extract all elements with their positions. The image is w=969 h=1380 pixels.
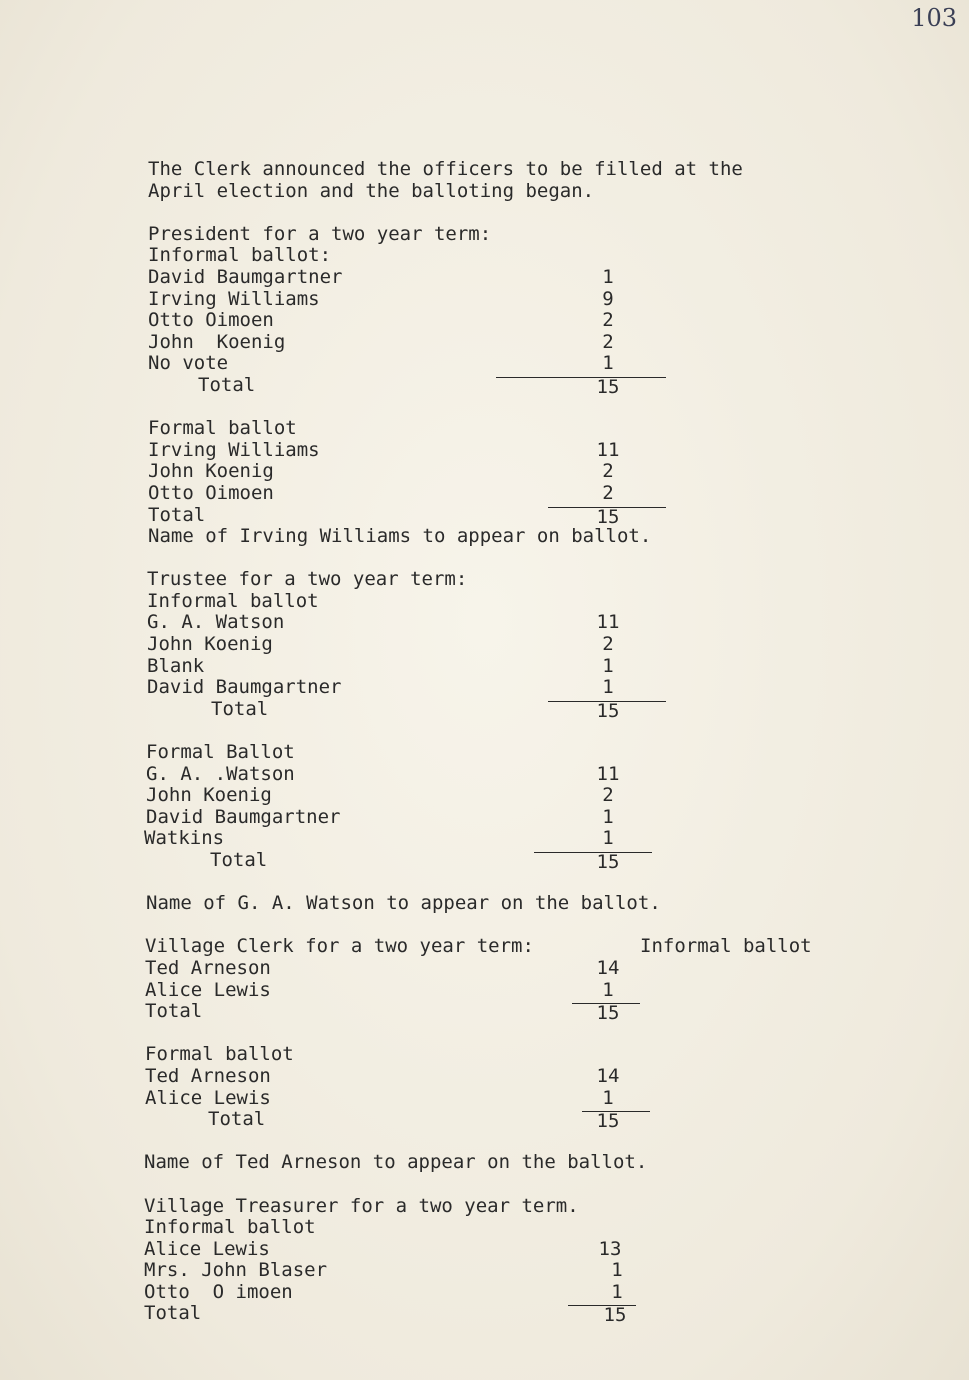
tally-row bbox=[0, 289, 969, 311]
tally-row bbox=[0, 656, 969, 678]
total-label: Total bbox=[144, 1302, 202, 1325]
tally-row bbox=[0, 1260, 969, 1282]
tally-row bbox=[0, 332, 969, 354]
total-row bbox=[0, 1303, 969, 1325]
tally-row bbox=[0, 828, 969, 850]
vote-count: 14 bbox=[596, 956, 620, 979]
ballot-label: Informal ballot bbox=[144, 1216, 316, 1239]
vote-count: 1 bbox=[602, 1086, 614, 1109]
vote-count: 14 bbox=[596, 1064, 620, 1087]
candidate-name: Alice Lewis bbox=[144, 1237, 270, 1260]
sum-rule bbox=[496, 377, 666, 378]
ballot-label: Formal ballot bbox=[148, 417, 297, 440]
vote-count: 2 bbox=[602, 330, 614, 353]
candidate-name: Alice Lewis bbox=[145, 978, 271, 1001]
ballot-label: Informal ballot: bbox=[148, 244, 332, 267]
vote-count: 1 bbox=[602, 827, 614, 850]
tally-row bbox=[0, 353, 969, 375]
candidate-name: John Koenig bbox=[146, 784, 272, 807]
candidate-name: G. A. Watson bbox=[147, 611, 285, 634]
total-count: 15 bbox=[596, 699, 620, 722]
tally-row bbox=[0, 267, 969, 289]
total-count: 15 bbox=[596, 1110, 620, 1133]
candidate-name: Blank bbox=[147, 654, 205, 677]
sum-rule bbox=[534, 852, 652, 853]
tally-row bbox=[0, 958, 969, 980]
vote-count: 1 bbox=[602, 978, 614, 1001]
tally-row bbox=[0, 677, 969, 699]
total-row bbox=[0, 850, 969, 872]
minutes-body bbox=[0, 159, 969, 1325]
candidate-name: David Baumgartner bbox=[148, 265, 343, 288]
vote-count: 1 bbox=[602, 265, 614, 288]
candidate-name: Irving Williams bbox=[148, 287, 320, 310]
total-row bbox=[0, 1001, 969, 1023]
section-heading: President for a two year term: bbox=[148, 222, 492, 245]
ballot-note: Name of Ted Arneson to appear on the ballot. bbox=[144, 1151, 648, 1174]
tally-row bbox=[0, 764, 969, 786]
section-heading: Village Treasurer for a two year term. bbox=[144, 1194, 579, 1217]
vote-count: 11 bbox=[596, 611, 620, 634]
vote-count: 2 bbox=[602, 309, 614, 332]
vote-count: 2 bbox=[602, 481, 614, 504]
intro-line: April election and the balloting began. bbox=[148, 179, 595, 202]
candidate-name: David Baumgartner bbox=[146, 805, 341, 828]
vote-count: 11 bbox=[596, 438, 620, 461]
total-row bbox=[0, 505, 969, 527]
vote-count: 1 bbox=[611, 1259, 623, 1282]
tally-row bbox=[0, 1088, 969, 1110]
vote-count: 9 bbox=[602, 287, 614, 310]
total-label: Total bbox=[148, 503, 206, 526]
tally-row bbox=[0, 980, 969, 1002]
total-label: Total bbox=[210, 849, 268, 871]
candidate-name: Mrs. John Blaser bbox=[144, 1259, 328, 1282]
tally-row bbox=[0, 785, 969, 807]
vote-count: 13 bbox=[598, 1237, 622, 1260]
total-count: 15 bbox=[603, 1304, 627, 1327]
ballot-label: Formal Ballot bbox=[146, 741, 295, 764]
total-row bbox=[0, 1109, 969, 1131]
total-count: 15 bbox=[596, 1002, 620, 1025]
tally-row bbox=[0, 461, 969, 483]
tally-row bbox=[0, 1282, 969, 1304]
vote-count: 1 bbox=[602, 352, 614, 375]
total-label: Total bbox=[198, 373, 256, 396]
candidate-name: John Koenig bbox=[148, 330, 286, 353]
section-heading: Village Clerk for a two year term: bbox=[145, 935, 534, 958]
vote-count: 1 bbox=[611, 1280, 623, 1303]
candidate-name: Alice Lewis bbox=[145, 1086, 271, 1109]
vote-count: 2 bbox=[602, 784, 614, 807]
vote-count: 1 bbox=[602, 676, 614, 699]
vote-count: 2 bbox=[602, 460, 614, 483]
tally-row bbox=[0, 1066, 969, 1088]
candidate-name: Otto O imoen bbox=[144, 1280, 293, 1303]
total-row bbox=[0, 375, 969, 397]
tally-row bbox=[0, 634, 969, 656]
total-label: Total bbox=[145, 1000, 203, 1023]
tally-row bbox=[0, 483, 969, 505]
candidate-name: Ted Arneson bbox=[145, 1064, 271, 1087]
total-count: 15 bbox=[596, 505, 620, 528]
total-count: 15 bbox=[596, 375, 620, 398]
candidate-name: No vote bbox=[148, 352, 229, 375]
vote-count: 11 bbox=[596, 762, 620, 785]
ballot-label: Informal ballot bbox=[147, 589, 319, 612]
vote-count: 1 bbox=[602, 654, 614, 677]
candidate-name: G. A. .Watson bbox=[146, 762, 295, 785]
candidate-name: Irving Williams bbox=[148, 438, 320, 461]
intro-line: The Clerk announced the officers to be filled at the bbox=[148, 158, 743, 180]
tally-row bbox=[0, 807, 969, 829]
vote-count: 2 bbox=[602, 633, 614, 656]
candidate-name: David Baumgartner bbox=[147, 676, 342, 699]
ballot-label: Formal ballot bbox=[145, 1043, 294, 1066]
ballot-note: Name of Irving Williams to appear on ballot. bbox=[148, 525, 652, 548]
candidate-name: John Koenig bbox=[148, 460, 274, 483]
total-count: 15 bbox=[596, 851, 620, 873]
vote-count: 1 bbox=[602, 805, 614, 828]
ballot-label: Informal ballot bbox=[640, 935, 812, 958]
section-heading: Trustee for a two year term: bbox=[147, 568, 468, 591]
tally-row bbox=[0, 310, 969, 332]
total-label: Total bbox=[211, 697, 269, 720]
tally-row bbox=[0, 1239, 969, 1261]
ballot-note: Name of G. A. Watson to appear on the ballot. bbox=[146, 892, 661, 915]
tally-row bbox=[0, 440, 969, 462]
candidate-name: Otto Oimoen bbox=[148, 481, 274, 504]
candidate-name: Ted Arneson bbox=[145, 956, 271, 979]
candidate-name: John Koenig bbox=[147, 633, 273, 656]
page-number: 103 bbox=[911, 4, 957, 32]
tally-row bbox=[0, 612, 969, 634]
candidate-name: Watkins bbox=[144, 827, 225, 850]
candidate-name: Otto Oimoen bbox=[148, 309, 274, 332]
total-row bbox=[0, 699, 969, 721]
total-label: Total bbox=[208, 1108, 266, 1131]
